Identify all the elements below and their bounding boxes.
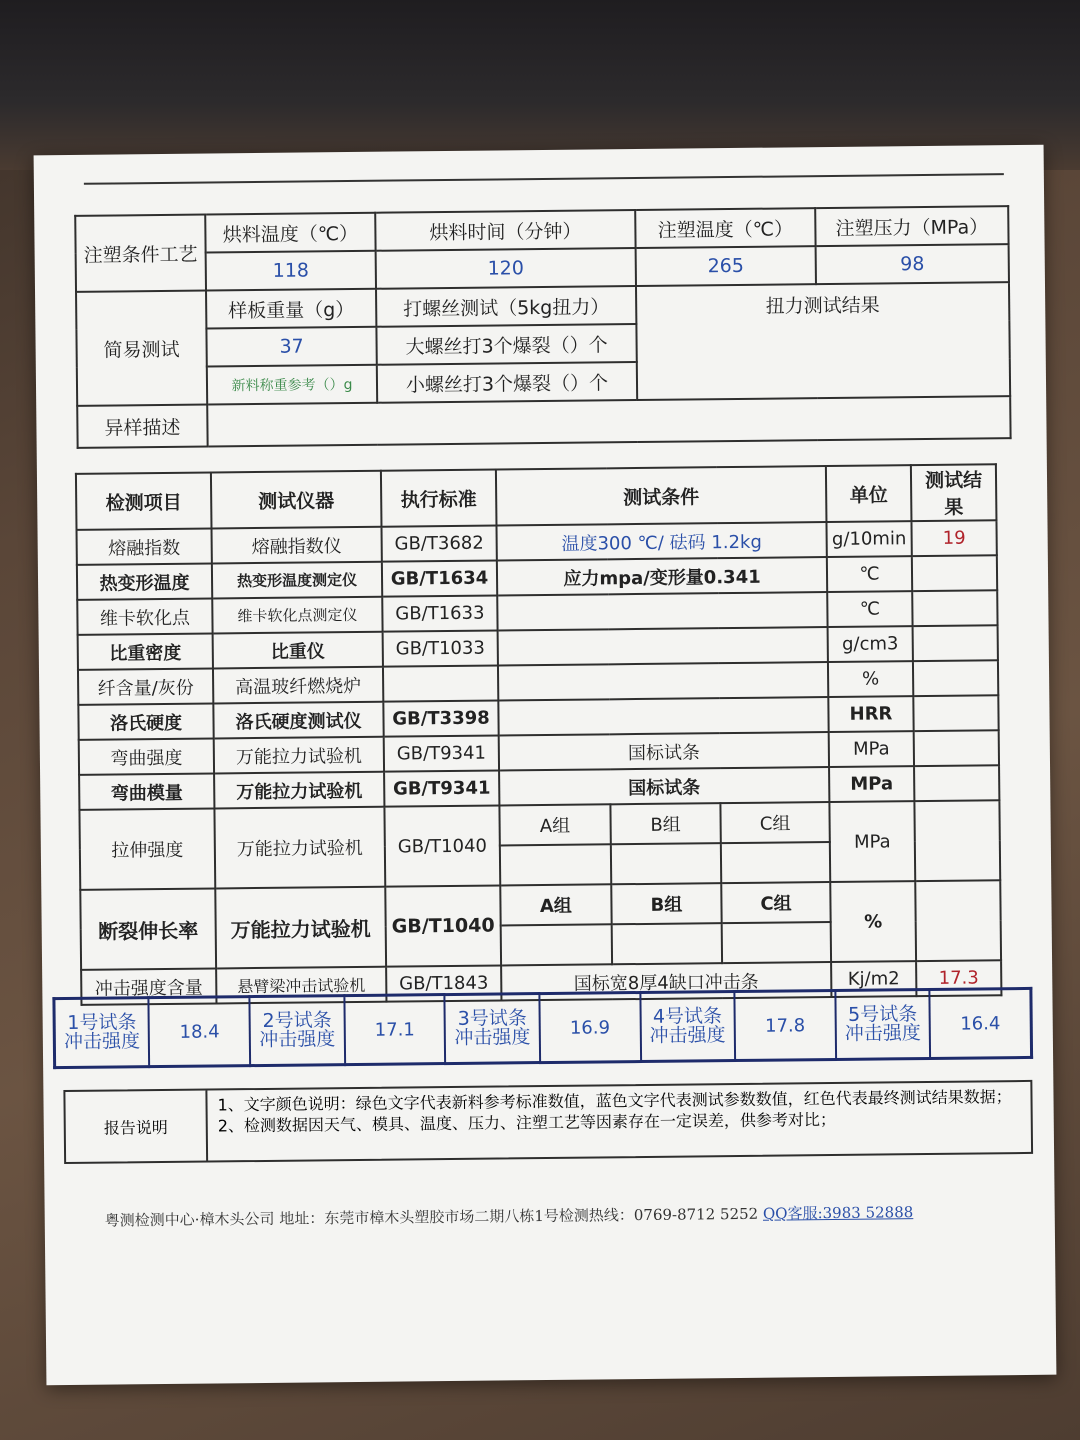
test-condition: 国标试条 [499,732,829,770]
drying-temp-value: 118 [206,251,376,291]
sample-weight-value: 37 [206,327,376,367]
test-item: 维卡软化点 [77,598,212,634]
background-top [0,0,1080,170]
tensile-unit: MPa [829,801,915,882]
test-standard: GB/T3682 [381,525,496,561]
header-standard: 执行标准 [381,469,497,526]
elongation-standard: GB/T1040 [385,885,501,966]
group-c-value [721,842,830,883]
test-standard: GB/T9341 [384,770,499,806]
test-condition [497,592,827,630]
tensile-standard: GB/T1040 [384,805,500,886]
group-a-value [501,924,612,965]
header-result: 测试结果 [911,464,997,521]
test-item: 弯曲模量 [79,773,214,809]
test-result [913,660,998,696]
sample-2-value: 17.1 [344,995,445,1065]
test-unit: g/cm3 [828,626,913,662]
test-result [913,625,998,661]
tensile-row [79,800,999,850]
test-instrument: 万能拉力试验机 [214,737,384,774]
elongation-instrument: 万能拉力试验机 [215,887,386,969]
sample-1-value: 18.4 [149,997,250,1067]
test-result [914,730,999,766]
sample-5-value: 16.4 [930,988,1032,1058]
group-a-value [500,844,611,885]
test-result [914,765,999,801]
test-unit: MPa [829,731,914,767]
drying-temp-label: 烘料温度（℃） [205,213,375,253]
test-condition: 温度300 ℃/ 砝码 1.2kg [496,522,826,560]
sample-1-label: 1号试条冲击强度 [54,998,150,1068]
test-result [913,695,998,731]
group-b-label: B组 [611,883,722,924]
footer-address: 粤测检测中心·樟木头公司 地址：东莞市樟木头塑胶市场二期八栋1号检测热线：0769-8712 5252 [104,1204,759,1230]
test-item: 比重密度 [78,633,213,669]
test-condition: 国标试条 [499,767,829,805]
group-c-label: C组 [720,802,829,843]
mold-pressure-label: 注塑压力（MPa） [815,206,1008,246]
header-item: 检测项目 [76,472,212,529]
impact-condition: 国标宽8厚4缺口冲击条 [501,962,831,1000]
test-item: 纤含量/灰份 [78,668,213,704]
test-unit: HRR [828,696,913,732]
test-standard: GB/T1033 [383,630,498,666]
screw-test-label: 打螺丝测试（5kg扭力） [376,286,636,327]
sample-4-value: 17.8 [734,990,835,1060]
test-item: 弯曲强度 [79,738,214,774]
qq-service-link[interactable]: QQ客服:3983 52888 [762,1203,914,1223]
report-note-line-1: 1、文字颜色说明：绿色文字代表新料参考标准数值，蓝色文字代表测试参数数值，红色代表最终测试结果数据； [217,1087,1012,1115]
group-a-label: A组 [499,804,610,845]
report-note-body [207,1082,1031,1161]
test-report-sheet [34,145,1057,1386]
report-note-line-2: 2、检测数据因天气、模具、温度、压力、注塑工艺等因素存在一定误差，供参考对比； [217,1109,837,1136]
test-standard: GB/T1634 [382,560,497,596]
abnormal-value [207,396,1010,446]
test-instrument: 维卡软化点测定仪 [212,597,382,634]
drying-time-label: 烘料时间（分钟） [375,210,635,251]
big-screw-test: 大螺丝打3个爆裂（）个 [376,324,636,365]
test-unit: ℃ [827,556,912,592]
test-result [912,555,997,591]
sample-4-label: 4号试条冲击强度 [640,992,735,1062]
test-instrument: 万能拉力试验机 [214,772,384,809]
group-b-label: B组 [610,803,721,844]
footer [105,1200,1045,1231]
test-item: 洛氏硬度 [78,703,213,739]
test-standard [383,665,498,701]
test-instrument: 洛氏硬度测试仪 [213,702,383,739]
test-standard: GB/T3398 [383,700,498,736]
test-item: 热变形温度 [77,563,212,599]
torque-result-label: 扭力测试结果 [636,282,1010,400]
group-a-label: A组 [500,884,611,925]
sample-weight-label: 样板重量（g） [206,289,376,329]
group-b-value [611,843,722,884]
test-unit: % [828,661,913,697]
tensile-instrument: 万能拉力试验机 [214,807,385,889]
top-rule [84,173,1004,185]
impact-standard: GB/T1843 [386,965,501,1001]
test-items-table [75,463,1003,1006]
header-unit: 单位 [826,465,912,522]
abnormal-label: 异样描述 [77,405,207,448]
elongation-unit: % [830,881,916,962]
report-note-label: 报告说明 [65,1091,208,1162]
group-b-value [611,923,722,964]
test-instrument: 热变形温度测定仪 [212,562,382,599]
table-header-row [76,464,997,530]
test-instrument: 比重仪 [213,632,383,669]
elongation-item: 断裂伸长率 [80,888,216,969]
mold-pressure-value: 98 [816,244,1009,284]
test-unit: MPa [829,766,914,802]
process-table [74,205,1011,449]
mold-temp-label: 注塑温度（℃） [635,208,815,248]
test-standard: GB/T9341 [384,735,499,771]
impact-instrument: 悬臂梁冲击试验机 [216,967,386,1004]
sample-2-label: 2号试条冲击强度 [250,996,345,1066]
process-label: 注塑条件工艺 [75,215,206,292]
small-screw-test: 小螺丝打3个爆裂（）个 [377,362,637,403]
test-result: 19 [911,520,996,556]
sample-5-label: 5号试条冲击强度 [835,989,930,1059]
simple-test-label: 简易测试 [76,291,207,406]
sample-3-label: 3号试条冲击强度 [445,994,540,1064]
header-condition: 测试条件 [496,466,827,525]
test-standard: GB/T1633 [382,595,497,631]
test-result [912,590,997,626]
test-instrument: 高温玻纤燃烧炉 [213,667,383,704]
header-instrument: 测试仪器 [211,471,382,529]
test-condition: 应力mpa/变形量0.341 [497,557,827,595]
sample-impact-table [52,987,1033,1069]
test-unit: g/10min [826,521,911,557]
test-unit: ℃ [827,591,912,627]
test-condition [498,697,828,735]
elongation-row [80,880,1000,930]
drying-time-value: 120 [376,248,636,289]
test-condition [498,627,828,665]
mold-temp-value: 265 [636,246,816,286]
sample-3-value: 16.9 [539,993,640,1063]
impact-item: 冲击强度含量 [81,968,216,1004]
test-item: 熔融指数 [77,528,212,564]
tensile-item: 拉伸强度 [79,808,215,889]
tensile-result [914,800,1000,881]
test-condition [498,662,828,700]
impact-result: 17.3 [916,960,1001,996]
report-note [63,1080,1033,1164]
test-instrument: 熔融指数仪 [212,527,382,564]
group-c-label: C组 [721,882,830,923]
elongation-result [915,880,1001,961]
group-c-value [722,922,831,963]
new-material-reference: 新料称重参考（）g [207,365,377,405]
impact-unit: Kj/m2 [831,961,916,997]
